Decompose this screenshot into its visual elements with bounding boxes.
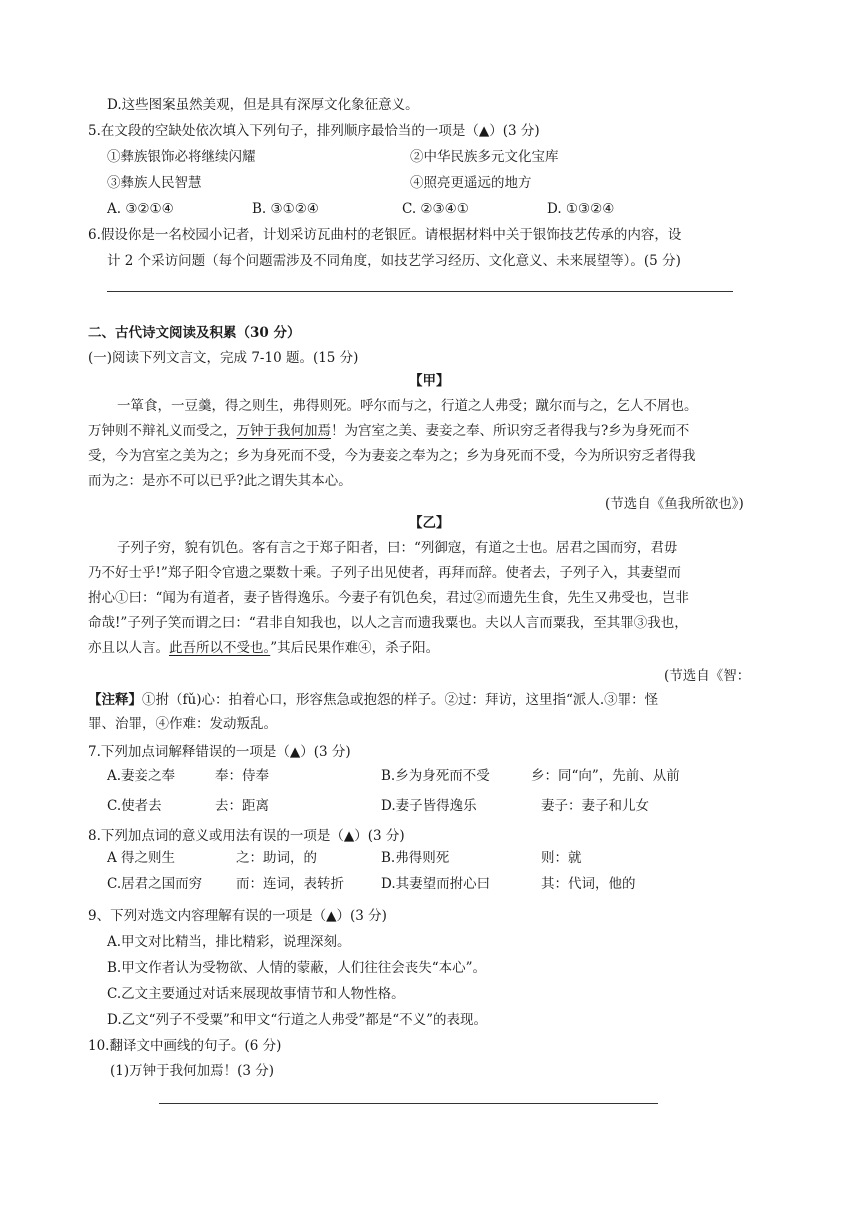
passage-jia-source: (节选自《鱼我所欲也》) (605, 496, 744, 512)
section-2-instruction: (一)阅读下列文言文，完成 7-10 题。(15 分) (88, 350, 359, 366)
q8-option-a: A 得之则生 (107, 850, 176, 866)
q8-option-b-explanation: 则：就 (541, 850, 582, 866)
passage-jia-heading: 【甲】 (409, 373, 450, 389)
passage-yi-source: (节选自《智： (664, 668, 751, 684)
q9-stem: 9、下列对选文内容理解有误的一项是（▲）(3 分) (88, 908, 387, 924)
q5-sentence-2: ②中华民族多元文化宝库 (410, 149, 559, 165)
q7-option-c-explanation: 去：距离 (215, 798, 269, 814)
q6-line-1: 6.假设你是一名校园小记者，计划采访瓦曲村的老银匠。请根据材料中关于银饰技艺传承的内容，设 (88, 227, 682, 243)
passage-yi-heading: 【乙】 (409, 515, 450, 531)
passage-jia-line-1: 一箪食，一豆羹，得之则生，弗得则死。呼尔而与之，行道之人弗受；蹴尔而与之，乞人不屑也。 (117, 398, 698, 414)
passage-jia-line-4: 而为之：是亦不可以已乎?此之谓失其本心。 (88, 473, 352, 489)
q7-option-d: D.妻子皆得逸乐 (381, 798, 477, 814)
passage-yi-line-5: 亦且以人言。此吾所以不受也。”其后民果作难④，杀子阳。 (88, 640, 440, 656)
q6-line-2: 计 2 个采访问题（每个问题需涉及不同角度，如技艺学习经历、文化意义、未来展望等）。(5 分) (107, 253, 681, 269)
q7-option-d-explanation: 妻子：妻子和儿女 (541, 798, 649, 814)
q9-option-a: A.甲文对比精当，排比精彩，说理深刻。 (107, 934, 351, 950)
passage-yi-line-4: 命哉!”子列子笑而谓之曰：“君非自知我也，以人之言而遗我粟也。夫以人言而粟我，至其罪③我也， (88, 615, 688, 631)
passage-yi-line-3: 拊心①曰：“闻为有道者，妻子皆得逸乐。今妻子有饥色矣，君过②而遗先生食，先生又弗受也，岂非 (88, 590, 689, 606)
passage-yi-line-2: 乃不好士乎!”郑子阳令官遗之粟数十乘。子列子出见使者，再拜而辞。使者去，子列子入，其妻望而 (88, 565, 681, 581)
q5-option-d: D. ①③②④ (547, 201, 615, 217)
section-2-title: 二、古代诗文阅读及积累（30 分） (88, 325, 301, 341)
q5-option-c: C. ②③④① (402, 201, 469, 217)
q9-option-c: C.乙文主要通过对话来展现故事情节和人物性格。 (107, 986, 405, 1002)
q5-stem: 5.在文段的空缺处依次填入下列句子，排列顺序最恰当的一项是（▲）(3 分) (88, 123, 540, 139)
q7-option-a: A.妻妾之奉 (107, 768, 176, 784)
q10-sentence-1: (1)万钟于我何加焉！(3 分) (110, 1063, 275, 1079)
q8-option-c-explanation: 而：连词，表转折 (236, 876, 344, 892)
q7-option-b-explanation: 乡：同“向”，先前、从前 (531, 768, 680, 784)
q7-option-a-explanation: 奉：侍奉 (215, 768, 269, 784)
q7-option-c: C.使者去 (107, 798, 162, 814)
q5-sentence-1: ①彝族银饰必将继续闪耀 (107, 149, 256, 165)
q9-option-b: B.甲文作者认为受物欲、人情的蒙蔽，人们往往会丧失“本心”。 (107, 960, 487, 976)
q5-option-b: B. ③①②④ (252, 201, 319, 217)
q8-option-c: C.居君之国而穷 (107, 876, 203, 892)
q10-answer-line-1 (159, 1103, 658, 1104)
q8-option-d: D.其妻望而拊心曰 (381, 876, 491, 892)
underlined-sentence-2: 此吾所以不受也。 (169, 640, 271, 656)
q4-option-d: D.这些图案虽然美观，但是具有深厚文化象征意义。 (107, 97, 419, 113)
underlined-sentence-1: 万钟于我何加焉 (236, 423, 331, 439)
q9-option-d: D.乙文“列子不受粟”和甲文“行道之人弗受”都是“不义”的表现。 (107, 1012, 488, 1028)
q5-sentence-3: ③彝族人民智慧 (107, 175, 202, 191)
annotation-label: 【注释】 (88, 692, 142, 708)
q5-option-a: A. ③②①④ (107, 201, 174, 217)
q7-stem: 7.下列加点词解释错误的一项是（▲）(3 分) (88, 744, 351, 760)
q6-answer-line (107, 291, 733, 292)
q8-stem: 8.下列加点词的意义或用法有误的一项是（▲）(3 分) (88, 828, 405, 844)
q7-option-b: B.乡为身死而不受 (381, 768, 490, 784)
passage-jia-line-3: 受，今为宫室之美为之；乡为身死而不受，今为妻妾之奉为之；乡为身死而不受，今为所识穷乏者得我 (88, 448, 696, 464)
passage-jia-line-2: 万钟则不辩礼义而受之，万钟于我何加焉！为宫室之美、妻妾之奉、所识穷乏者得我与?乡为身死而不 (88, 423, 690, 439)
annotation-line-2: 罪、治罪，④作难：发动叛乱。 (88, 716, 277, 732)
q8-option-d-explanation: 其：代词，他的 (541, 876, 636, 892)
annotation-line-1: 【注释】①拊（fǔ)心：拍着心口，形容焦急或抱怨的样子。②过：拜访，这里指“派人.③罪：怪 (88, 692, 659, 708)
q8-option-a-explanation: 之：助词，的 (236, 850, 317, 866)
q5-sentence-4: ④照亮更遥远的地方 (410, 175, 532, 191)
q10-stem: 10.翻译文中画线的句子。(6 分) (88, 1038, 282, 1054)
q8-option-b: B.弗得则死 (381, 850, 450, 866)
passage-yi-line-1: 子列子穷，貌有饥色。客有言之于郑子阳者，曰：“列御寇，有道之士也。居君之国而穷，君毋 (117, 540, 678, 556)
